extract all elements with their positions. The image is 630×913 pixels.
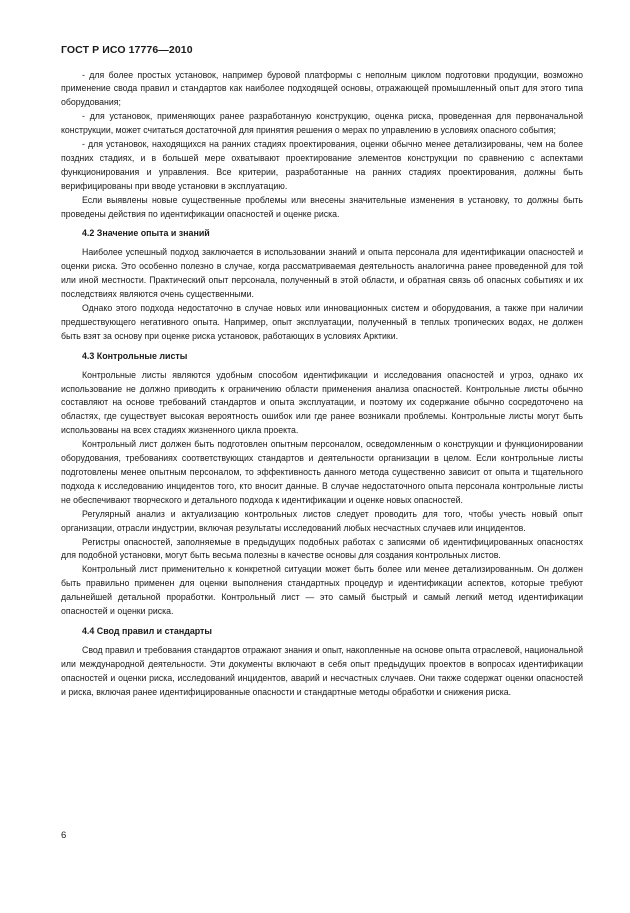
paragraph: Свод правил и требования стандартов отражают знания и опыт, накопленные на основе опыта отраслевой, национальной или международной деятельности. Эти документы включают в себя опыт предыдущих проектов в вопросах идентификации опасностей и оценки риска, исследований инцидентов, аварий и несчастных случаев. Они также содержат оценки опасностей и риска, включая ранее идентифицированные опасности и стандартные методы обработки и снижения риска. — [61, 644, 583, 697]
document-header-title: ГОСТ Р ИСО 17776—2010 — [61, 44, 193, 56]
paragraph: - для более простых установок, например буровой платформы с неполным циклом подготовки продукции, возможно применение свода правил и стандартов как наиболее подходящей основы, отражающей промышленный опыт для этого типа оборудования; — [61, 69, 583, 108]
paragraph: - для установок, применяющих ранее разработанную конструкцию, оценка риска, проведенная для первоначальной конструкции, может считаться достаточной для принятия решения о мерах по управлению в условиях опасного события; — [61, 111, 583, 136]
paragraph: Контрольные листы являются удобным способом идентификации и исследования опасностей и угроз, однако их использование не должно приводить к ограничению области применения анализа опасностей. Контрольные листы обычно составляют на основе требований стандартов и опыта эксплуатации, и поэтому их содержание обычно сосредоточено на областях, где существует высокая вероятность ошибок или где ранее возникали проблемы. Контрольные листы могут быть использованы на всех стадиях жизненного цикла проекта. — [61, 369, 583, 436]
paragraph: Регистры опасностей, заполняемые в предыдущих подобных работах с записями об идентифицированных опасностях для подобной установки, могут быть весьма полезны в качестве основы для создания контрольных листов. — [61, 536, 583, 561]
paragraph: Контрольный лист должен быть подготовлен опытным персоналом, осведомленным о конструкции и функционировании оборудования, требованиях соответствующих стандартов и деятельности организации в целом. Если контрольные листы подготовлены менее опытным персоналом, то эффективность данного метода существенно зависит от опыта и тщательного подхода к исследованию инцидентов того, кто вносит данные. В случае недостаточного опыта персонала контрольные листы не обеспечивают творческого и детального подхода к идентификации и оценке новых опасностей. — [61, 439, 583, 505]
page-number: 6 — [61, 830, 67, 841]
paragraph: Регулярный анализ и актуализацию контрольных листов следует проводить для того, чтобы учесть новый опыт организации, отрасли индустрии, включая результаты исследований любых несчастных случаев или инцидентов. — [61, 508, 583, 533]
paragraph: Контрольный лист применительно к конкретной ситуации может быть более или менее детализированным. Он должен быть правильно применен для оценки выполнения стандартных процедур и идентификации аспектов, которые требуют дальнейшей детальной проработки. Контрольный лист — это самый быстрый и самый легкий метод идентификации опасностей и оценки риска. — [61, 564, 583, 617]
section-heading-4-2: 4.2 Значение опыта и знаний — [82, 228, 210, 239]
paragraph: Наиболее успешный подход заключается в использовании знаний и опыта персонала для идентификации опасностей и оценки риска. Это особенно полезно в случае, когда рассматриваемая деятельность аналогична ранее проведенной для той или иной местности. Практический опыт персонала, полученный в этой области, и обратная связь об опасных событиях и их последствиях являются очень существенными. — [61, 247, 583, 300]
document-body — [61, 69, 583, 700]
paragraph: - для установок, находящихся на ранних стадиях проектирования, оценки обычно менее детализированы, чем на более поздних стадиях, и в большей мере охватывают проектирование элементов конструкции по сравнению с аспектами функционирования и управления. Все критерии, разработанные на ранних стадиях проектирования, должны быть верифицированы при вводе установки в эксплуатацию. — [61, 139, 583, 191]
paragraph: Однако этого подхода недостаточно в случае новых или инновационных систем и оборудования, а также при наличии предшествующего негативного опыта. Например, опыт эксплуатации, полученный в теплых тропических водах, не должен быть взят за основу при оценке риска установок, работающих в условиях Арктики. — [61, 303, 583, 341]
section-heading-4-3: 4.3 Контрольные листы — [82, 350, 188, 361]
section-heading-4-4: 4.4 Свод правил и стандарты — [82, 625, 212, 636]
paragraph: Если выявлены новые существенные проблемы или внесены значительные изменения в установку, то должны быть проведены действия по идентификации опасностей и оценке риска. — [61, 194, 583, 219]
